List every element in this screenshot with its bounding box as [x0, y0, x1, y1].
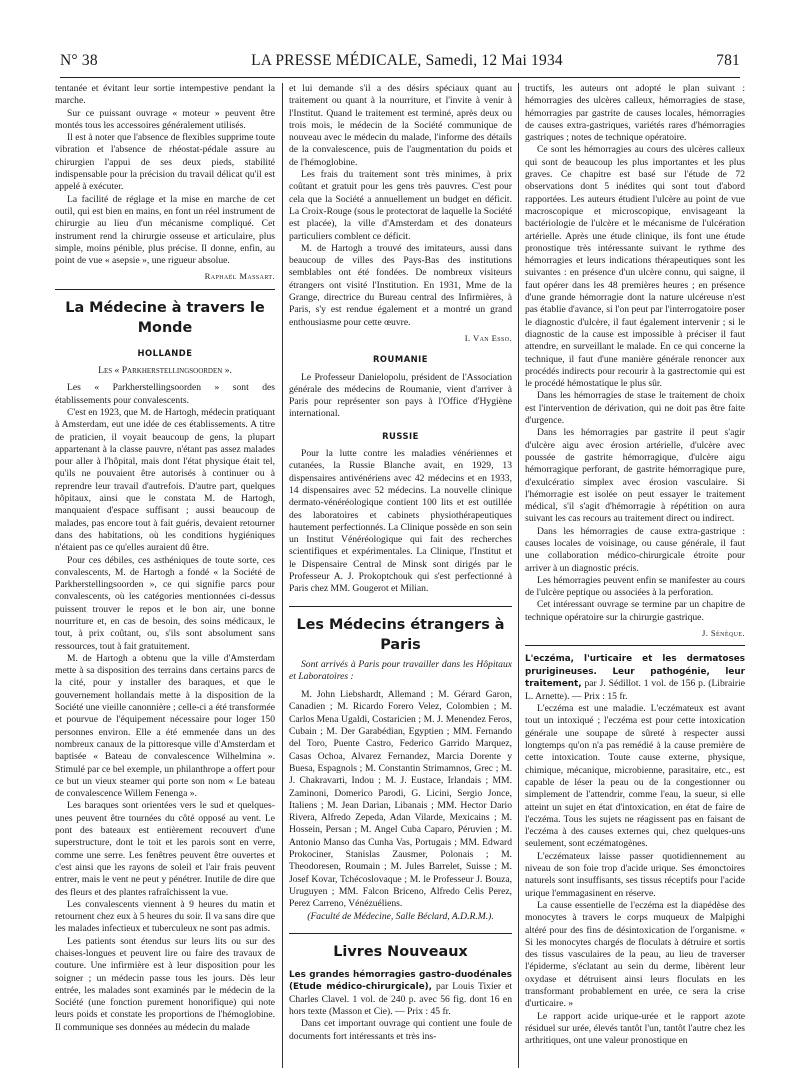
section-title: Livres Nouveaux	[333, 943, 468, 960]
book-meta: par Louis Tixier et Charles Clavel. 1 vol. de 240 p. avec 56 fig. dont 16 en hors texte (Masson et Cie). — Prix : 45 fr.	[289, 981, 512, 1018]
paragraph: et lui demande s'il a des désirs spéciaux quant au traitement ou quant à la nourriture, et l'invite à venir à l'Institut. Quand le traitement est terminé, après deux ou trois mois, le médecin de la Société communique de nouveau avec le médecin du malade, l'informe des détails de la convalescence, puis de l'augmentation du poids et de l'hémoglobine.	[289, 83, 512, 168]
paragraph: Les baraques sont orientées vers le sud et quelques-unes peuvent être tournées du côté opposé au vent. Le pont des bateaux est entièrement recouvert d'une superstructure, dont le toit et les parois sont en verre, comme une serre. Les fenêtres peuvent être ouvertes et c'est ainsi que les rayons de soleil et l'air frais peuvent entrer, mais le vent ne peut y pénétrer. Inutile de dire que des fleurs et des plantes rafraîchissent la vue.	[55, 800, 275, 898]
paragraph: Dans les hémorragies par gastrite il peut s'agir d'ulcère aigu avec érosion artérielle, d'ulcère avec poussée de gastrite hémorragique, d'ulcère aigu hémorragique perforant, de gastrite hémorragique pure, d'exulcératio simplex avec érosion vasculaire. Si l'hémorragie est isolée on peut essayer le traitement médical, s'il s'agit d'hémorragie à répétition on aura suivant les cas recours au traitement direct ou indirect.	[525, 427, 745, 525]
paragraph: Dans cet important ouvrage qui contient une foule de documents fort intéressants et très ins-	[289, 1018, 512, 1042]
column-divider	[518, 83, 519, 1068]
country-heading: HOLLANDE	[137, 347, 193, 358]
paragraph: Le Professeur Danielopolu, président de l'Association générale des médecins de Roumanie, vient d'arriver à Paris pour représenter son pays à l'Office d'Hygiène international.	[289, 371, 512, 420]
column-divider	[282, 83, 283, 1068]
paragraph: Les convalescents viennent à 9 heures du matin et retournent chez eux à 5 heures du soir. Il va sans dire que les malades infectieux et tuberculeux ne sont pas admis.	[55, 898, 275, 935]
section-intro: Sont arrivés à Paris pour travailler dans les Hôpitaux et Laboratoires :	[289, 658, 512, 682]
section-rule	[525, 645, 745, 646]
paragraph: Le rapport acide urique-urée et le rapport azote résiduel sur urée, élevés tantôt l'un, tantôt l'autre chez les arthritiques, ont une valeur pronostique en	[525, 1010, 745, 1047]
country-heading: RUSSIE	[382, 430, 419, 441]
author-signature: I. Van Esso.	[464, 332, 512, 343]
paragraph: Cet intéressant ouvrage se termine par un chapitre de technique opératoire sur la chirurgie gastrique.	[525, 599, 745, 623]
column-3	[525, 83, 745, 1068]
column-1	[55, 83, 275, 1068]
page-header	[60, 52, 740, 76]
paragraph: Pour ces débiles, ces asthéniques de toute sorte, ces convalescents, M. de Hartogh a fondé « la Société de Parkherstellingsoorden », ce qui signifie parcs pour convalescents, où les catégories mentionnées ci-dessus puissent trouver le repos et le bon air, une bonne nourriture et, en cas de besoin, des soins médicaux, le tout, à prix coûtant, ou, s'ils sont absolument sans ressources, tout à fait gratuitement.	[55, 554, 275, 652]
section-rule	[289, 933, 512, 934]
paragraph: Les patients sont étendus sur leurs lits ou sur des chaises-longues et peuvent lire ou faire des travaux de couture. Une infirmière est à leur disposition pour les soigner ; un médecin passe tous les jours. Dès leur entrée, les malades sont examinés par le médecin de la Société (une fonction purement honorifique) qui note leurs poids et constate les proportions de l'hémoglobine. Il communique ses données au médecin du malade	[55, 935, 275, 1033]
issue-number: N° 38	[60, 52, 98, 69]
paragraph: tructifs, les auteurs ont adopté le plan suivant : hémorragies des ulcères calleux, hémorragies de stase, hémorragies par gastrite de causes locales, hémorragies de causes extra-gastriques, variétés rares d'hémorragies gastriques ; notes de technique opératoire.	[525, 83, 745, 144]
paragraph: Dans les hémorragies de stase le traitement de choix est l'intervention de dérivation, qui ne doit pas être faite d'urgence.	[525, 390, 745, 427]
paragraph: L'eczémateux laisse passer quotidiennement au niveau de son foie trop d'acide urique. Ses émonctoires naturels sont insuffisants, ses tissus réceptifs pour l'acide urique l'emmagasinent en réserve.	[525, 850, 745, 899]
paragraph: Dans les hémorragies de cause extra-gastrique : causes locales de voisinage, ou cause générale, il faut une collaboration médico-chirurgicale étroite pour arriver à un diagnostic précis.	[525, 525, 745, 574]
header-rule	[60, 77, 740, 78]
paragraph: La facilité de réglage et la mise en marche de cet outil, qui est bien en mains, en font un réel instrument de chirurgie au lieu d'un mécanisme compliqué. Cet instrument rend la chirurgie osseuse et articulaire, plus simple, moins pénible, plus précise. Il donne, enfin, au point de vue « asepsie », une rigueur absolue.	[55, 193, 275, 267]
article-subheading: Les « Parkherstellingsoorden ».	[98, 365, 232, 377]
paragraph: M. de Hartogh a obtenu que la ville d'Amsterdam mette à sa disposition des terrains dans certains parcs de la cité, pour y installer des baraques, et que le gouvernement hollandais mette à la disposition de la Société une vieille canonnière ; celle-ci a été transformée et pourvue de l'équipement nécessaire pour loger 150 personnes environ. Elle a été emmenée dans un des nombreux canaux de la pittoresque ville d'Amsterdam et baptisée « Bateau de convalescence Wilhelmina ». Stimulé par ce bel exemple, un philanthrope a offert pour ce but un vieux steamer qui porte son nom « Le bateau de convalescence Willem Fenenga ».	[55, 652, 275, 800]
note: (Faculté de Médecine, Salle Béclard, A.D.R.M.).	[307, 910, 494, 922]
paragraph: tentanée et évitant leur sortie intempestive pendant la marche.	[55, 83, 275, 107]
book-title: L'eczéma, l'urticaire et les dermatoses prurigineuses. Leur pathogénie, leur traitement,	[525, 654, 745, 690]
paragraph: Pour la lutte contre les maladies vénériennes et cutanées, la Russie Blanche avait, en 1929, 13 dispensaires antivénériens avec 42 médecins et en 1933, 14 dispensaires avec 52 médecins. La nouvelle clinique dermato-vénéréologique contient 100 lits et est outillée des laboratoires et cabinets physiothérapeutiques hautement perfectionnés. La Clinique possède en son sein un Institut Vénéréologique qui fait des recherches scientifiques et expérimentales. La Clinique, l'Institut et le Dispensaire Central de Minsk sont dirigés par le Professeur A. J. Prokoptchouk qui s'est perfectionné à Paris chez MM. Gougerot et Milian.	[289, 448, 512, 595]
publication-title: LA PRESSE MÉDICALE, Samedi, 12 Mai 1934	[251, 52, 563, 69]
section-title: Les Médecins étrangers à Paris	[296, 616, 505, 653]
paragraph: La cause essentielle de l'eczéma est la diapédèse des monocytes à travers le corps muqueux de Malpighi altéré pour des fins de désintoxication de l'organisme. « Si les monocytes chargés de floculats à détruire et sortis des tissus vasculaires de la peau, au lieu de traverser l'épiderme, s'éclatant au sein du derme, libèrent leur oxydase et détruisent ainsi leurs floculats en les transformant probablement en urée, ce sera la crise d'urticaire. »	[525, 899, 745, 1010]
book-title: Les grandes hémorragies gastro-duodénales (Etude médico-chirurgicale),	[289, 969, 512, 993]
paragraph: Les hémorragies peuvent enfin se manifester au cours de l'ulcère peptique ou associées à la perforation.	[525, 574, 745, 599]
paragraph: Les « Parkherstellingsoorden » sont des établissements pour convalescents.	[55, 382, 275, 406]
paragraph: M. John Liebshardt, Allemand ; M. Gérard Garon, Canadien ; M. Ricardo Forero Velez, Colombien ; M. Carlos Mena Ugaldi, Costaricien ; M. J. Menendez Feros, Cubain ; M. Der Garabédian, Egyptien ; MM. Fernando del Toro, Puente Castro, Federico Garrido Marquez, Casas Ochoa, Alvarez Fernandez, Marcia Dorente y Buesa, Espagnols ; M. Constantin Strimamnos, Grec ; M. J. Chakravarti, Indou ; M. J. Eustace, Irlandais ; MM. Zaminoni, Domerico Parodi, G. Licini, Sergio Jonce, Italiens ; M. Jean Darian, Libanais ; MM. Hector Dario Rivera, Alfredo Zepeda, Adan Vilarde, Mexicains ; M. Hossein, Persan ; M. Angel Cuba Caparo, Péruvien ; M. Antonio Manso das Cunha Vas, Portugais ; MM. Edward Prokociner, Stanislas Zausmer, Polonais ; M. Theodoresen, Roumain ; M. Jules Barrelet, Suisse ; M. Josef Kovar, Tchécoslovaque ; M. le Professeur J. Bouza, Uruguyen ; MM. Falcon Briceno, Alfredo Celis Perez, Perez Carreno, Vénézuéliens.	[289, 689, 512, 910]
section-title: La Médecine à travers le Monde	[65, 299, 265, 336]
author-signature: Raphaël Massart.	[204, 271, 275, 282]
paragraph: Sur ce puissant ouvrage « moteur » peuvent être montés tous les accessoires généralement utilisés.	[55, 107, 275, 131]
paragraph: Il est à noter que l'absence de flexibles supprime toute vibration et l'absence de rhéostat-pédale assure au chirurgien l'appui de ses deux pieds, stabilité indispensable pour la précision du travail délicat qu'il est appelé à exécuter.	[55, 132, 275, 193]
country-heading: ROUMANIE	[372, 354, 429, 365]
column-2	[289, 83, 512, 1068]
section-rule	[55, 289, 275, 290]
paragraph: L'eczéma est une maladie. L'eczémateux est avant tout un intoxiqué ; l'eczéma est pour cette intoxication générale une soupape de sûreté à respecter aussi longtemps qu'on n'a pas remédié à la cause première de cette intoxication. Toute cause externe, physique, chimique, mécanique, microbienne, parasitaire, etc., est capable de léser la peau ou de la congestionner ou simplement de l'attendrir, comme l'eau, la sueur, si elle atteint un sujet en état d'intoxication, en état de faire de l'eczéma. Tous les sujets ne réagissent pas en faisant de l'eczéma à des causes externes qui, chez quelques-uns seulement, sont eczématogènes.	[525, 703, 745, 850]
paragraph: C'est en 1923, que M. de Hartogh, médecin pratiquant à Amsterdam, eut une idée de ces établissements. A titre de praticien, il voyait beaucoup de gens, la plupart appartenant à la classe pauvre, n'étant pas assez malades pour aller à l'hôpital, mais dont l'état physique était tel, qu'ils ne pouvaient être autorisés à continuer ou à reprendre leur travail d'autrefois. D'autre part, quelques hôpitaux, ainsi que le constata M. de Hartogh, manquaient d'espace suffisant ; aussi beaucoup de malades, pas encore tout à fait guéris, devaient retourner dans des habitations, où les conditions hygiéniques n'étaient pas ce qu'elles auraient dû être.	[55, 406, 275, 554]
section-rule	[289, 606, 512, 607]
paragraph: Les frais du traitement sont très minimes, à prix coûtant et gratuit pour les gens très pauvres. C'est pour cela que la Société a annuellement un budget en déficit. La Croix-Rouge (sous le protectorat de laquelle la Société est placée), la ville d'Amsterdam et des donateurs particuliers comblent ce déficit.	[289, 169, 512, 242]
book-meta: par J. Sédillot. 1 vol. de 156 p. (Librairie L. Arnette). — Prix : 15 fr.	[525, 678, 745, 702]
paragraph: Ce sont les hémorragies au cours des ulcères calleux qui sont de beaucoup les plus importantes et les plus graves. Ce chapitre est basé sur l'étude de 72 observations dont 5 inédites qui sont tout d'abord rapportées. Les auteurs étudient l'ulcère au point de vue macroscopique et microscopique, envisageant la bactériologie de l'ulcère et le mécanisme de l'ulcération artérielle. Après une étude clinique, ils font une étude pronostique très intéressante suivant le rythme des hémorragies et leurs indications thérapeutiques sont les suivantes : en présence d'un ulcère connu, qui saigne, il faut opérer dans les 48 premières heures ; en présence d'une grande hémorragie dont la nature ulcéreuse n'est pas établie d'avance, si l'on peut par l'interrogatoire poser le diagnostic d'ulcère, il faut également intervenir ; si le diagnostic de la cause est impossible à préciser il faut attendre, en surveillant le malade. En ce qui concerne la technique, il faut d'une manière générale renoncer aux procédés indirects pour recourir à la gastrectomie qui est le procédé hémostatique le plus sûr.	[525, 144, 745, 390]
paragraph: M. de Hartogh a trouvé des imitateurs, aussi dans beaucoup de villes des Pays-Bas des institutions semblables ont été fondées. De nombreux visiteurs étrangers ont visité l'Institution. En 1931, Mme de la Grange, directrice du Bureau central des Infirmières, à Paris, s'y est rendue également et a montré un grand enthousiasme pour cette œuvre.	[289, 242, 512, 328]
page-number: 781	[716, 52, 740, 69]
author-signature: J. Sénèque.	[702, 628, 745, 639]
